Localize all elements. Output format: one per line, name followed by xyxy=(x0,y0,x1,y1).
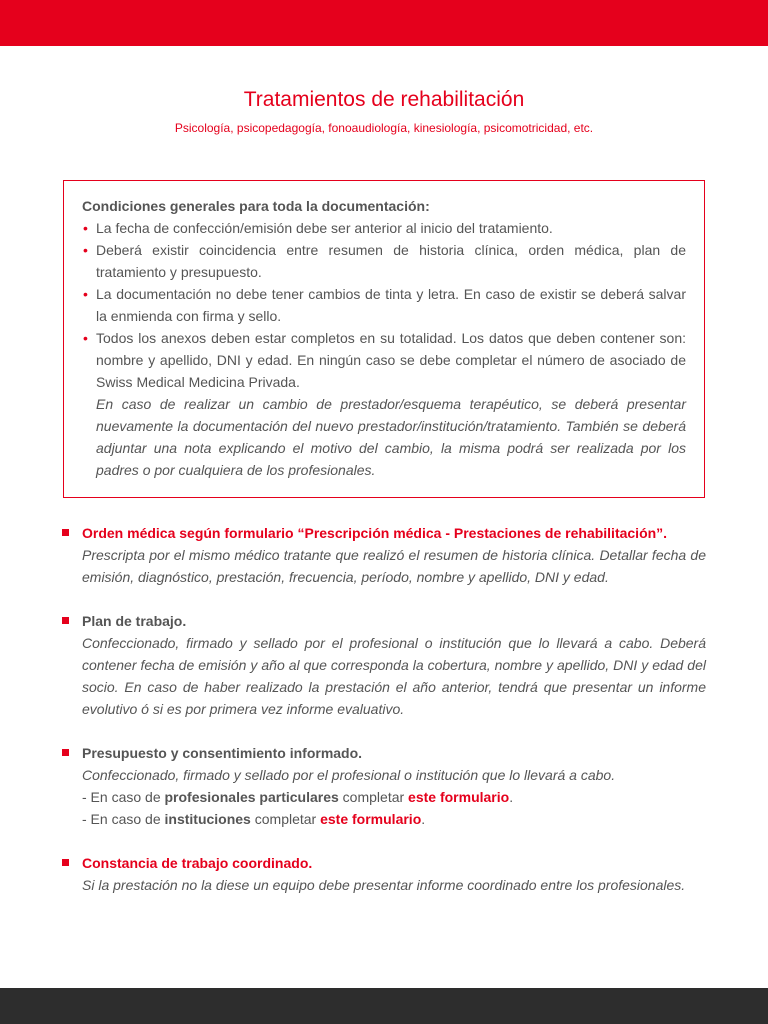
bullet-dot-icon: • xyxy=(83,220,88,236)
bullet-dot-icon: • xyxy=(83,330,88,346)
section-description: Confeccionado, firmado y sellado por el profesional o institución que lo llevará a cabo. xyxy=(82,767,616,783)
condition-text: La fecha de confección/emisión debe ser anterior al inicio del tratamiento. xyxy=(96,220,553,236)
line-mid: completar xyxy=(250,811,321,827)
section-plan-trabajo xyxy=(62,610,706,720)
page-title: Tratamientos de rehabilitación xyxy=(243,88,525,111)
condition-item xyxy=(82,327,686,393)
line-prefix: - En caso de xyxy=(82,789,165,805)
page-subtitle: Psicología, psicopedagogía, fonoaudiología, kinesiología, psicomotricidad, etc. xyxy=(174,121,594,135)
condition-item xyxy=(82,217,686,239)
section-description: Si la prestación no la diese un equipo debe presentar informe coordinado entre los profesionales. xyxy=(82,877,686,893)
section-title: Orden médica según formulario “Prescripción médica - Prestaciones de rehabilitación”. xyxy=(82,525,668,541)
professionals-form-link[interactable]: este formulario xyxy=(408,789,510,805)
requirements-list xyxy=(62,522,706,918)
section-title: Constancia de trabajo coordinado. xyxy=(82,855,313,871)
square-bullet-icon xyxy=(62,529,69,536)
line-prefix: - En caso de xyxy=(82,811,165,827)
square-bullet-icon xyxy=(62,617,69,624)
conditions-note: En caso de realizar un cambio de prestador/esquema terapéutico, se deberá presentar nuevamente la documentación del nuevo prestador/institución/tratamiento. También se deberá adjuntar una nota explicando el motivo del cambio, la misma podrá ser realizada por los padres o por cualquiera de los profesionales. xyxy=(96,396,686,478)
section-description: Confeccionado, firmado y sellado por el profesional o institución que lo llevará a cabo. Deberá contener fecha de emisión y año al que corresponda la cobertura, nombre y apellido, DNI y edad del socio. En caso de haber realizado la prestación el año anterior, tendrá que presentar un informe evolutivo ó si es por primera vez informe evaluativo. xyxy=(82,635,706,717)
institutions-line xyxy=(82,808,706,830)
condition-item xyxy=(82,239,686,283)
line-bold: instituciones xyxy=(164,811,251,827)
section-title: Plan de trabajo. xyxy=(82,613,187,629)
line-bold: profesionales particulares xyxy=(164,789,339,805)
square-bullet-icon xyxy=(62,749,69,756)
professionals-line xyxy=(82,786,706,808)
section-presupuesto xyxy=(62,742,706,830)
square-bullet-icon xyxy=(62,859,69,866)
section-constancia xyxy=(62,852,706,896)
bullet-dot-icon: • xyxy=(83,242,88,258)
institutions-form-link[interactable]: este formulario xyxy=(320,811,422,827)
general-conditions-box xyxy=(63,180,705,498)
section-orden-medica xyxy=(62,522,706,588)
bottom-footer-bar xyxy=(0,988,768,1024)
condition-text: La documentación no debe tener cambios de tinta y letra. En caso de existir se deberá salvar la enmienda con firma y sello. xyxy=(96,286,686,324)
line-mid: completar xyxy=(338,789,409,805)
line-end: . xyxy=(509,789,514,805)
conditions-heading: Condiciones generales para toda la documentación: xyxy=(82,198,430,214)
section-description: Prescripta por el mismo médico tratante que realizó el resumen de historia clínica. Detallar fecha de emisión, diagnóstico, prestación, frecuencia, período, nombre y apellido, DNI y edad. xyxy=(82,547,706,585)
section-title: Presupuesto y consentimiento informado. xyxy=(82,745,363,761)
line-end: . xyxy=(421,811,426,827)
condition-item xyxy=(82,283,686,327)
condition-text: Todos los anexos deben estar completos en su totalidad. Los datos que deben contener son: nombre y apellido, DNI y edad. En ningún caso se debe completar el número de asociado de Swiss Medical Medicina Privada. xyxy=(96,330,686,390)
top-red-bar xyxy=(0,0,768,46)
condition-text: Deberá existir coincidencia entre resumen de historia clínica, orden médica, plan de tratamiento y presupuesto. xyxy=(96,242,686,280)
bullet-dot-icon: • xyxy=(83,286,88,302)
